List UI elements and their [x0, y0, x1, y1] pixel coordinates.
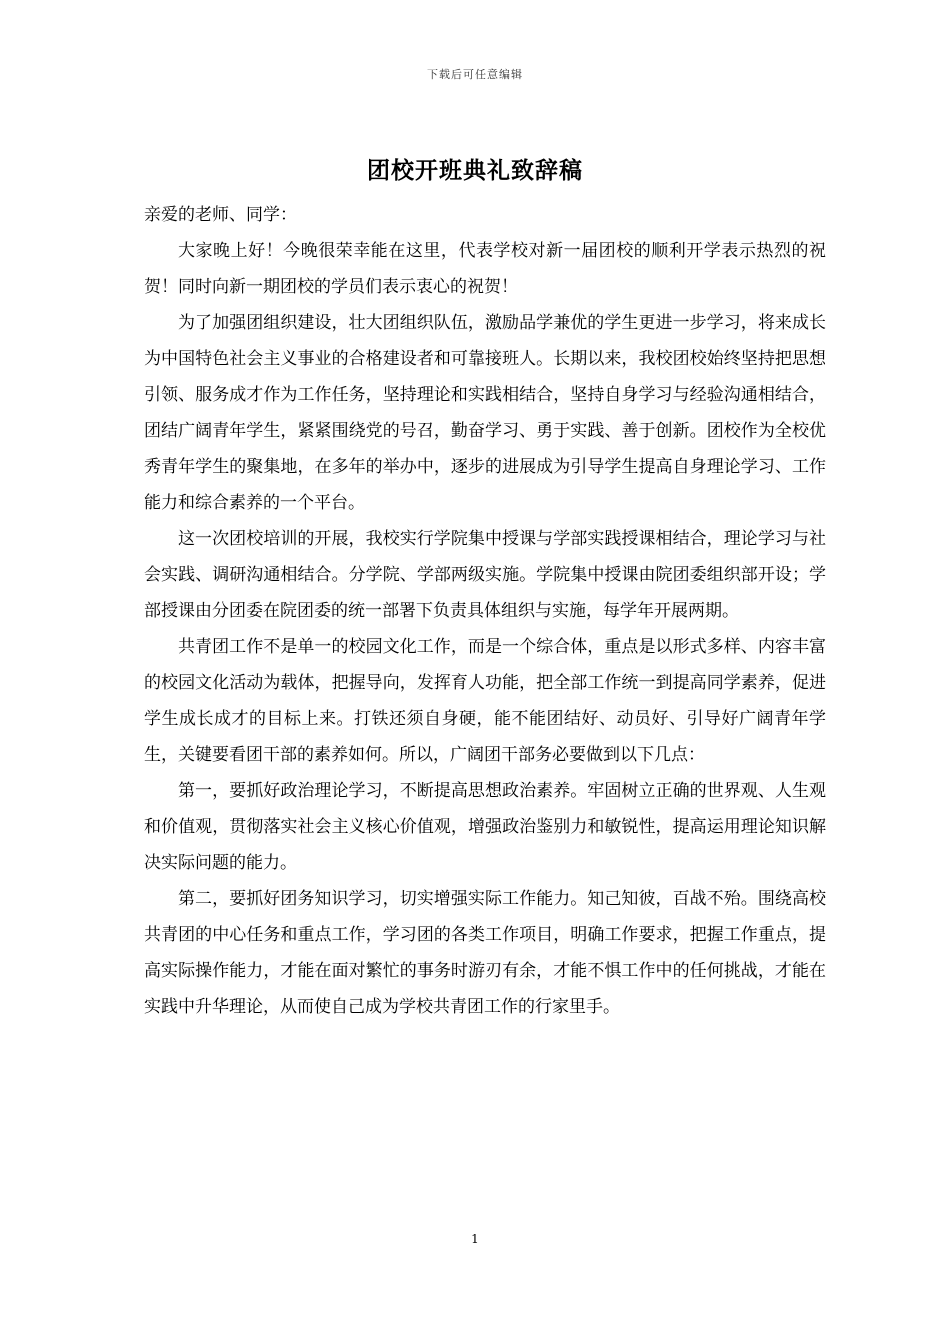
paragraph-5: 第一，要抓好政治理论学习，不断提高思想政治素养。牢固树立正确的世界观、人生观和价值观，贯彻落实社会主义核心价值观，增强政治鉴别力和敏锐性，提高运用理论知识解决实际问题的能力。: [144, 781, 826, 873]
paragraph-2: 为了加强团组织建设，壮大团组织队伍，激励品学兼优的学生更进一步学习，将来成长为中国特色社会主义事业的合格建设者和可靠接班人。长期以来，我校团校始终坚持把思想引领、服务成才作为工作任务，坚持理论和实践相结合，坚持自身学习与经验沟通相结合，团结广阔青年学生，紧紧围绕党的号召，勤奋学习、勇于实践、善于创新。团校作为全校优秀青年学生的聚集地，在多年的举办中，逐步的进展成为引导学生提高自身理论学习、工作能力和综合素养的一个平台。: [144, 313, 826, 513]
paragraph-4: 共青团工作不是单一的校园文化工作，而是一个综合体，重点是以形式多样、内容丰富的校园文化活动为载体，把握导向，发挥育人功能，把全部工作统一到提高同学素养，促进学生成长成才的目标上来。打铁还须自身硬，能不能团结好、动员好、引导好广阔青年学生，关键要看团干部的素养如何。所以，广阔团干部务必要做到以下几点：: [144, 637, 826, 765]
page-number: 1: [471, 1232, 479, 1246]
paragraph-3: 这一次团校培训的开展，我校实行学院集中授课与学部实践授课相结合，理论学习与社会实践、调研沟通相结合。分学院、学部两级实施。学院集中授课由院团委组织部开设；学部授课由分团委在院团委的统一部署下负责具体组织与实施，每学年开展两期。: [144, 529, 826, 621]
document-title: 团校开班典礼致辞稿: [367, 157, 583, 184]
greeting: 亲爱的老师、同学：: [144, 205, 297, 225]
paragraph-1: 大家晚上好！今晚很荣幸能在这里，代表学校对新一届团校的顺利开学表示热烈的祝贺！同时向新一期团校的学员们表示衷心的祝贺！: [144, 241, 826, 297]
paragraph-6: 第二，要抓好团务知识学习，切实增强实际工作能力。知己知彼，百战不殆。围绕高校共青团的中心任务和重点工作，学习团的各类工作项目，明确工作要求，把握工作重点，提高实际操作能力，才能在面对繁忙的事务时游刃有余，才能不惧工作中的任何挑战，才能在实践中升华理论，从而使自己成为学校共青团工作的行家里手。: [144, 889, 826, 1017]
document-body: [144, 197, 826, 1025]
header-note: 下载后可任意编辑: [427, 68, 523, 81]
